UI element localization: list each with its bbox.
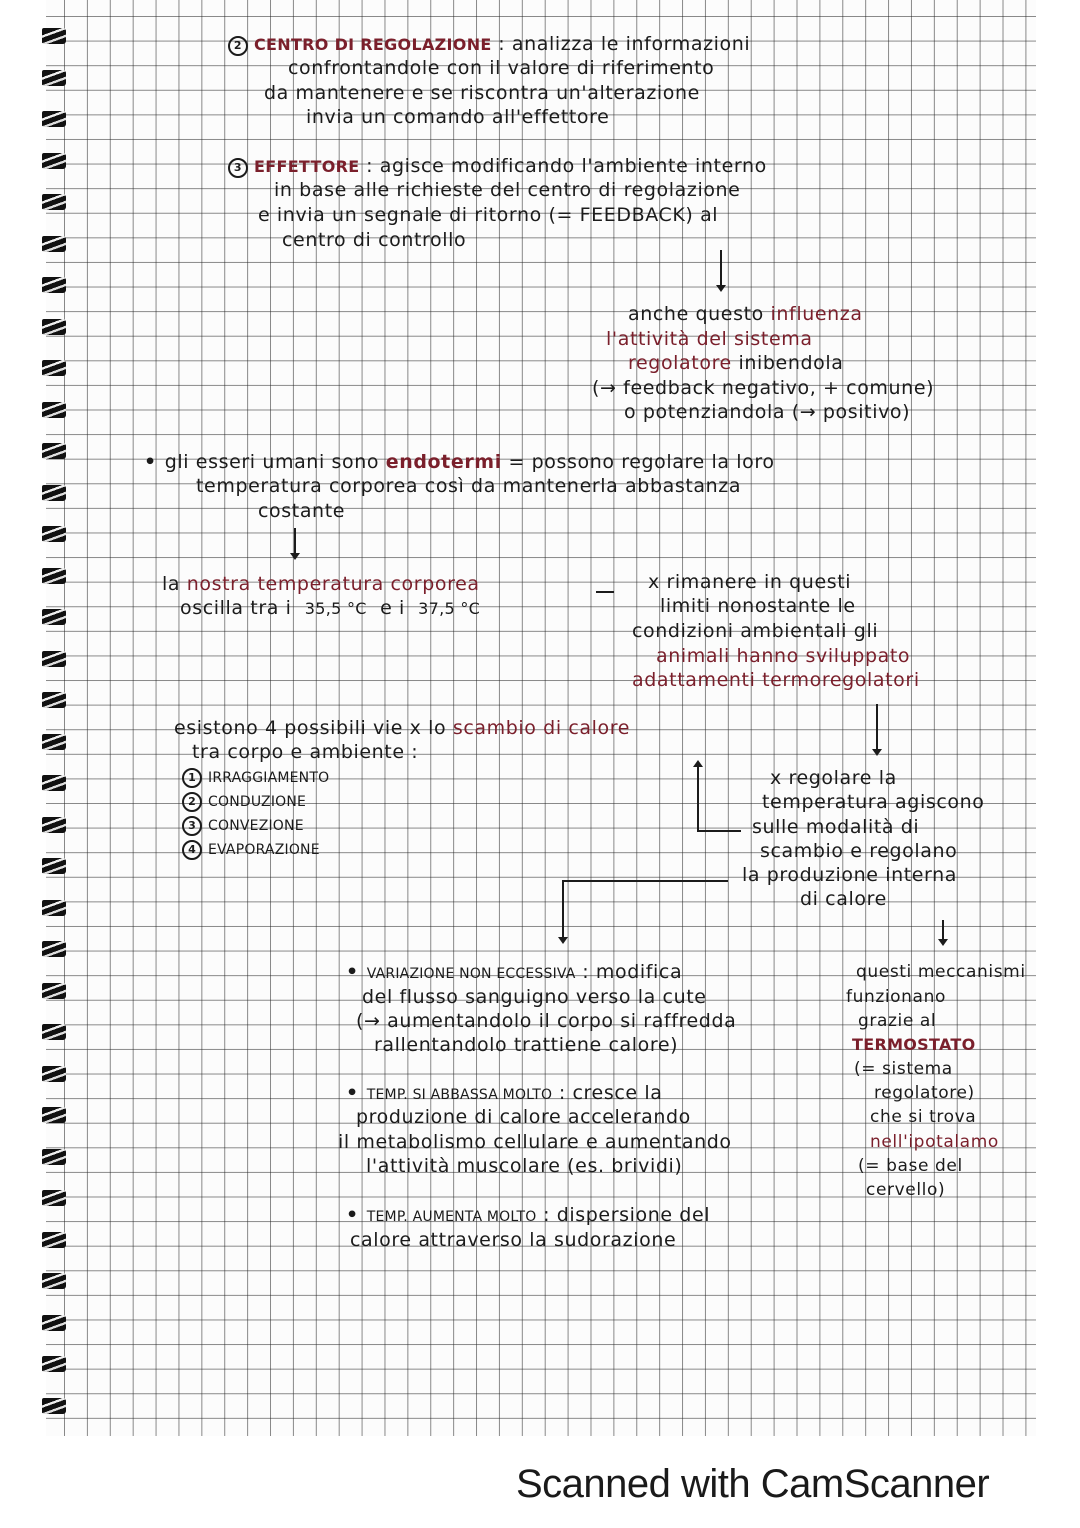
mechanism-title: TEMP. AUMENTA MOLTO [366, 1209, 537, 1225]
text-line: calore attraverso la sudorazione [350, 1229, 677, 1251]
number-circle-icon: 2 [228, 36, 248, 56]
spiral-ring [42, 817, 66, 833]
spiral-ring [42, 568, 66, 584]
text-line: da mantenere e se riscontra un'alterazione [264, 82, 700, 104]
spiral-ring [42, 443, 66, 459]
bullet-icon: • [346, 1204, 359, 1226]
text-line: in base alle richieste del centro di regolazione [274, 179, 741, 201]
spiral-ring [42, 526, 66, 542]
mechanism-title: TEMP. SI ABBASSA MOLTO [366, 1087, 553, 1103]
highlight-text: regolatore [628, 352, 732, 374]
highlight-text: l'attività del sistema [606, 328, 813, 350]
bullet-icon: • [346, 961, 359, 983]
number-circle-icon: 2 [182, 792, 202, 812]
spiral-ring [42, 319, 66, 335]
text-line: temperatura agiscono [762, 791, 985, 813]
bullet-icon: • [346, 1082, 359, 1104]
text-line: la produzione interna [742, 864, 958, 886]
highlight-text: adattamenti termoregolatori [632, 669, 920, 691]
camscanner-watermark: Scanned with CamScanner [516, 1462, 990, 1506]
text-line: grazie al [858, 1011, 937, 1031]
arrow-down-icon [720, 250, 722, 290]
list-item: 4 EVAPORAZIONE [182, 838, 320, 862]
spiral-ring [42, 1024, 66, 1040]
text-line: tra corpo e ambiente : [192, 741, 419, 763]
spiral-ring [42, 1398, 66, 1414]
text-line: il metabolismo cellulare e aumentando [338, 1131, 732, 1153]
mechanism-title: VARIAZIONE NON ECCESSIVA [366, 966, 576, 982]
number-circle-icon: 4 [182, 840, 202, 860]
connector-line [697, 830, 741, 832]
list-item: 2 CONDUZIONE [182, 790, 306, 814]
spiral-ring [42, 485, 66, 501]
arrow-down-icon [562, 880, 564, 942]
arrow-down-icon [294, 528, 296, 558]
spiral-ring [42, 1315, 66, 1331]
spiral-ring [42, 70, 66, 86]
spiral-ring [42, 983, 66, 999]
number-circle-icon: 3 [182, 816, 202, 836]
highlight-text: animali hanno sviluppato [656, 645, 911, 667]
spiral-ring [42, 1066, 66, 1082]
text-line: x regolare la [770, 767, 897, 789]
text-line: rallentandolo trattiene calore) [374, 1034, 679, 1056]
bullet-icon: • [144, 451, 157, 473]
spiral-ring [42, 402, 66, 418]
text-line: limiti nonostante le [660, 595, 856, 617]
number-circle-icon: 3 [228, 158, 248, 178]
list-item: 1 IRRAGGIAMENTO [182, 766, 329, 790]
highlight-text: nostra temperatura corporea [186, 573, 480, 595]
highlight-text: nell'ipotalamo [870, 1132, 999, 1152]
spiral-ring [42, 28, 66, 44]
spiral-ring [42, 900, 66, 916]
arrow-down-icon [942, 920, 944, 944]
highlight-text: endotermi [385, 451, 502, 473]
spiral-ring [42, 153, 66, 169]
text-line: confrontandole con il valore di riferimento [288, 57, 715, 79]
text-line: produzione di calore accelerando [356, 1106, 691, 1128]
text-line: costante [258, 500, 346, 522]
text-line: e invia un segnale di ritorno (= FEEDBACK) al [258, 204, 719, 226]
text-line: invia un comando all'effettore [306, 106, 610, 128]
spiral-ring [42, 651, 66, 667]
spiral-ring [42, 1107, 66, 1123]
spiral-ring [42, 775, 66, 791]
text-line: x rimanere in questi [648, 571, 852, 593]
text-line: del flusso sanguigno verso la cute [362, 986, 707, 1008]
spiral-ring [42, 194, 66, 210]
spiral-ring [42, 692, 66, 708]
text-line: condizioni ambientali gli [632, 620, 879, 642]
spiral-ring [42, 1273, 66, 1289]
spiral-binding [42, 0, 72, 1436]
highlight-text: TERMOSTATO [852, 1035, 976, 1054]
connector-line [562, 880, 728, 882]
text-line: (→ aumentandolo il corpo si raffredda [356, 1010, 737, 1032]
arrow-down-icon [876, 704, 878, 754]
spiral-ring [42, 1356, 66, 1372]
heading-effettore: EFFETTORE [254, 157, 360, 176]
text-line: sulle modalità di [752, 816, 920, 838]
temperature-max: 37,5 °C [418, 599, 481, 618]
text-line: scambio e regolano [760, 840, 958, 862]
number-circle-icon: 1 [182, 768, 202, 788]
text-line: (= base del [858, 1156, 963, 1176]
text-line: regolatore) [874, 1083, 975, 1103]
spiral-ring [42, 360, 66, 376]
text-line: centro di controllo [282, 229, 467, 251]
text-line: (= sistema [854, 1059, 953, 1079]
text-line: temperatura corporea così da mantenerla abbastanza [196, 475, 742, 497]
spiral-ring [42, 858, 66, 874]
text-line: (→ feedback negativo, + comune) [592, 377, 935, 399]
spiral-ring [42, 111, 66, 127]
spiral-ring [42, 1232, 66, 1248]
arrow-right-icon [596, 591, 614, 593]
text-line: funzionano [846, 987, 946, 1007]
spiral-ring [42, 1190, 66, 1206]
highlight-text: influenza [770, 303, 863, 325]
spiral-ring [42, 609, 66, 625]
text-line: o potenziandola (→ positivo) [624, 401, 911, 423]
spiral-ring [42, 734, 66, 750]
temperature-min: 35,5 °C [304, 599, 367, 618]
list-item: 3 CONVEZIONE [182, 814, 304, 838]
heading-centro-regolazione: CENTRO DI REGOLAZIONE [254, 35, 492, 54]
text-line: cervello) [866, 1180, 946, 1200]
spiral-ring [42, 277, 66, 293]
text-line: l'attività muscolare (es. brividi) [366, 1155, 683, 1177]
highlight-text: scambio di calore [452, 717, 631, 739]
text-line: di calore [800, 888, 887, 910]
spiral-ring [42, 941, 66, 957]
text-line: questi meccanismi [856, 962, 1026, 982]
spiral-ring [42, 236, 66, 252]
text-line: che si trova [870, 1107, 977, 1127]
spiral-ring [42, 1149, 66, 1165]
arrow-up-icon [697, 762, 699, 832]
